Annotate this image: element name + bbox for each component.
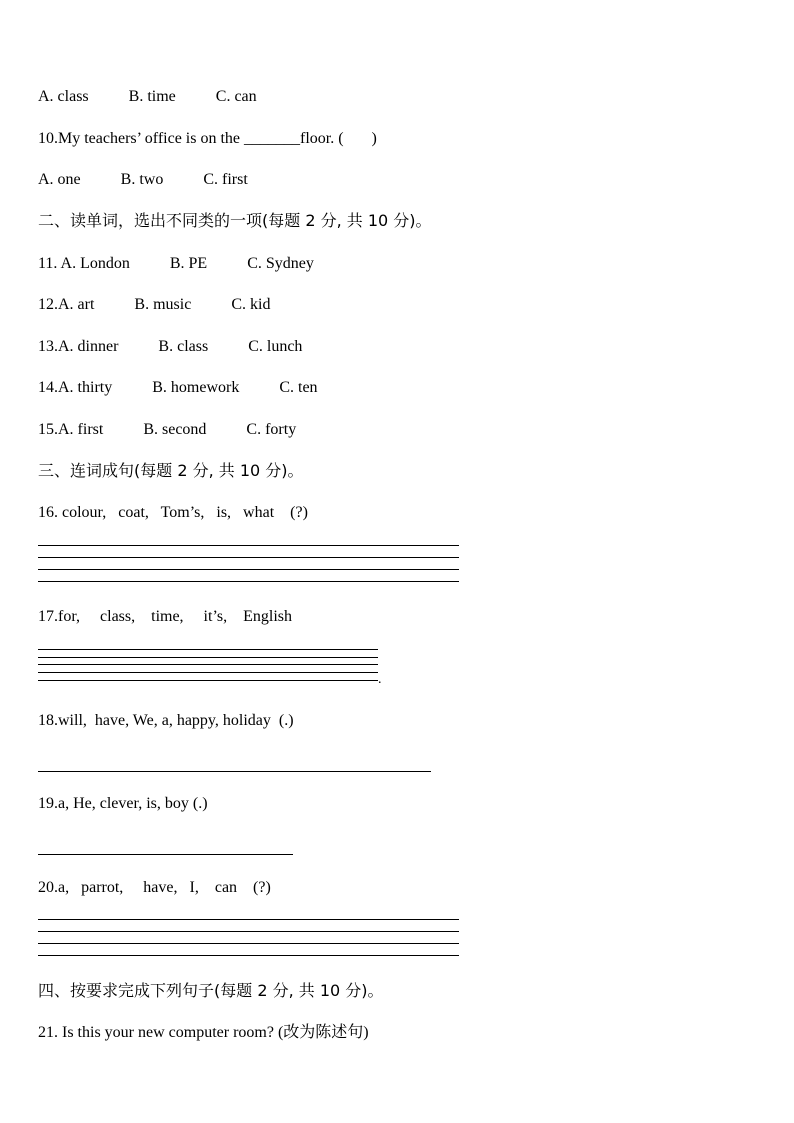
q17-answer-line[interactable] <box>38 680 378 681</box>
q16-answer-line[interactable] <box>38 569 459 570</box>
q19-question: 19.a, He, clever, is, boy (.) <box>38 795 208 812</box>
q20-answer-line[interactable] <box>38 931 459 932</box>
q18-answer-line[interactable] <box>38 771 431 772</box>
q17-answer-line[interactable] <box>38 664 378 665</box>
q13-question: 13.A. dinner B. class C. lunch <box>38 338 303 355</box>
q18-question: 18.will, have, We, a, happy, holiday (.) <box>38 712 294 729</box>
q9-options: A. class B. time C. can <box>38 88 257 105</box>
q12-question: 12.A. art B. music C. kid <box>38 296 271 313</box>
q17-end-period: . <box>378 672 382 687</box>
q20-answer-line[interactable] <box>38 919 459 920</box>
q19-answer-line[interactable] <box>38 854 293 855</box>
section-3-heading: 三、连词成句(每题 2 分, 共 10 分)。 <box>38 461 304 480</box>
q20-question: 20.a, parrot, have, I, can (?) <box>38 879 271 896</box>
q17-answer-line[interactable] <box>38 649 378 650</box>
q10-options: A. one B. two C. first <box>38 171 248 188</box>
q21-question: 21. Is this your new computer room? (改为陈述句) <box>38 1024 369 1041</box>
q17-answer-line[interactable] <box>38 672 378 673</box>
q16-question: 16. colour, coat, Tom’s, is, what (?) <box>38 504 308 521</box>
section-2-heading: 二、读单词，选出不同类的一项(每题 2 分, 共 10 分)。 <box>38 211 432 230</box>
q10-question: 10.My teachers’ office is on the _______floor. ( ) <box>38 130 377 147</box>
q16-answer-line[interactable] <box>38 545 459 546</box>
section-4-heading: 四、按要求完成下列句子(每题 2 分, 共 10 分)。 <box>38 981 384 1000</box>
q16-answer-line[interactable] <box>38 581 459 582</box>
q20-answer-line[interactable] <box>38 943 459 944</box>
q15-question: 15.A. first B. second C. forty <box>38 421 297 438</box>
q16-answer-line[interactable] <box>38 557 459 558</box>
q14-question: 14.A. thirty B. homework C. ten <box>38 379 318 396</box>
q17-answer-line[interactable] <box>38 657 378 658</box>
q20-answer-line[interactable] <box>38 955 459 956</box>
q17-question: 17.for, class, time, it’s, English <box>38 608 293 625</box>
q11-question: 11. A. London B. PE C. Sydney <box>38 255 314 272</box>
